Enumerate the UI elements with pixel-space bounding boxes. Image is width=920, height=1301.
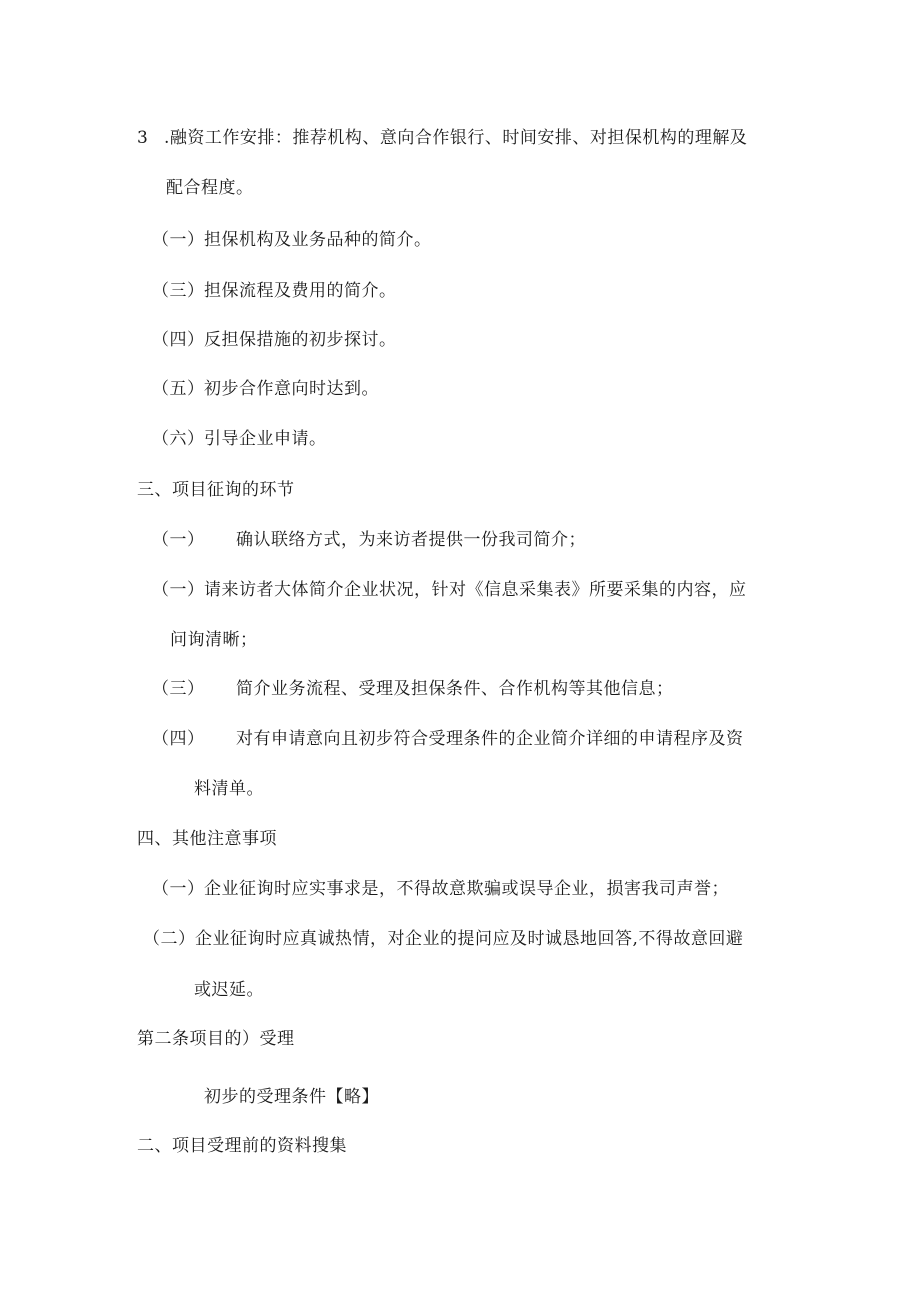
section-3-item-2-continuation xyxy=(170,628,258,652)
preliminary-conditions xyxy=(204,1085,379,1109)
sub-item-text: 企业征询时应真诚热情，对企业的提问应及时诚恳地回答,不得故意回避 xyxy=(195,929,744,949)
heading-text: 四、其他注意事项 xyxy=(137,829,277,849)
heading-text: 三、项目征询的环节 xyxy=(137,480,295,500)
section-heading-3 xyxy=(137,478,295,502)
item-text: .融资工作安排：推荐机构、意向合作银行、时间安排、对担保机构的理解及 xyxy=(164,128,748,148)
section-3-item-1 xyxy=(152,528,586,552)
section-3-item-4-continuation xyxy=(194,777,264,801)
section-4-item-2-continuation xyxy=(194,978,264,1002)
item-text: 配合程度。 xyxy=(166,178,254,198)
sub-item-number: （五） xyxy=(152,379,205,399)
sub-item-number: （六） xyxy=(152,429,205,449)
sub-item-text: 或迟延。 xyxy=(194,980,264,1000)
sub-item-text: 担保流程及费用的简介。 xyxy=(204,281,397,301)
sub-item-number: （一） xyxy=(152,879,205,899)
sub-item-number: （一） xyxy=(152,580,205,600)
sub-item-text: 对有申请意向且初步符合受理条件的企业简介详细的申请程序及资 xyxy=(236,729,744,749)
sub-item-text: 料清单。 xyxy=(194,779,264,799)
sub-item-number: （一） xyxy=(152,530,205,550)
sub-item-text: 初步合作意向时达到。 xyxy=(204,379,379,399)
sub-item-text: 确认联络方式，为来访者提供一份我司简介； xyxy=(236,530,586,550)
item-number: 3 xyxy=(137,128,149,148)
sub-item-text: 担保机构及业务品种的简介。 xyxy=(204,230,432,250)
body-text: 初步的受理条件【略】 xyxy=(204,1087,379,1107)
sub-item-3 xyxy=(152,279,397,303)
sub-item-text: 引导企业申请。 xyxy=(204,429,327,449)
sub-item-number: （四） xyxy=(152,330,205,350)
sub-item-number: （四） xyxy=(152,729,205,749)
sub-item-6 xyxy=(152,427,327,451)
sub-item-5 xyxy=(152,377,379,401)
sub-item-text: 请来访者大体简介企业状况，针对《信息采集表》所要采集的内容，应 xyxy=(204,580,747,600)
section-4-item-2 xyxy=(143,927,743,951)
item-3-continuation xyxy=(166,176,254,200)
section-4-item-1 xyxy=(152,877,729,901)
heading-text: 二、项目受理前的资料搜集 xyxy=(137,1136,347,1156)
section-heading-2 xyxy=(137,1134,347,1158)
heading-text: 第二条项目的）受理 xyxy=(137,1029,295,1049)
section-heading-4 xyxy=(137,827,277,851)
section-3-item-2 xyxy=(152,578,747,602)
item-3-line xyxy=(137,126,747,150)
sub-item-number: （二） xyxy=(143,929,196,949)
sub-item-text: 简介业务流程、受理及担保条件、合作机构等其他信息； xyxy=(236,679,674,699)
sub-item-number: （一） xyxy=(152,230,205,250)
section-3-item-4 xyxy=(152,727,744,751)
section-3-item-3 xyxy=(152,677,674,701)
sub-item-number: （三） xyxy=(152,679,205,699)
sub-item-4 xyxy=(152,328,397,352)
sub-item-1 xyxy=(152,228,432,252)
sub-item-text: 企业征询时应实事求是，不得故意欺骗或误导企业，损害我司声誉； xyxy=(204,879,729,899)
article-heading xyxy=(137,1027,295,1051)
sub-item-text: 反担保措施的初步探讨。 xyxy=(204,330,397,350)
sub-item-text: 问询清晰； xyxy=(170,630,258,650)
sub-item-number: （三） xyxy=(152,281,205,301)
